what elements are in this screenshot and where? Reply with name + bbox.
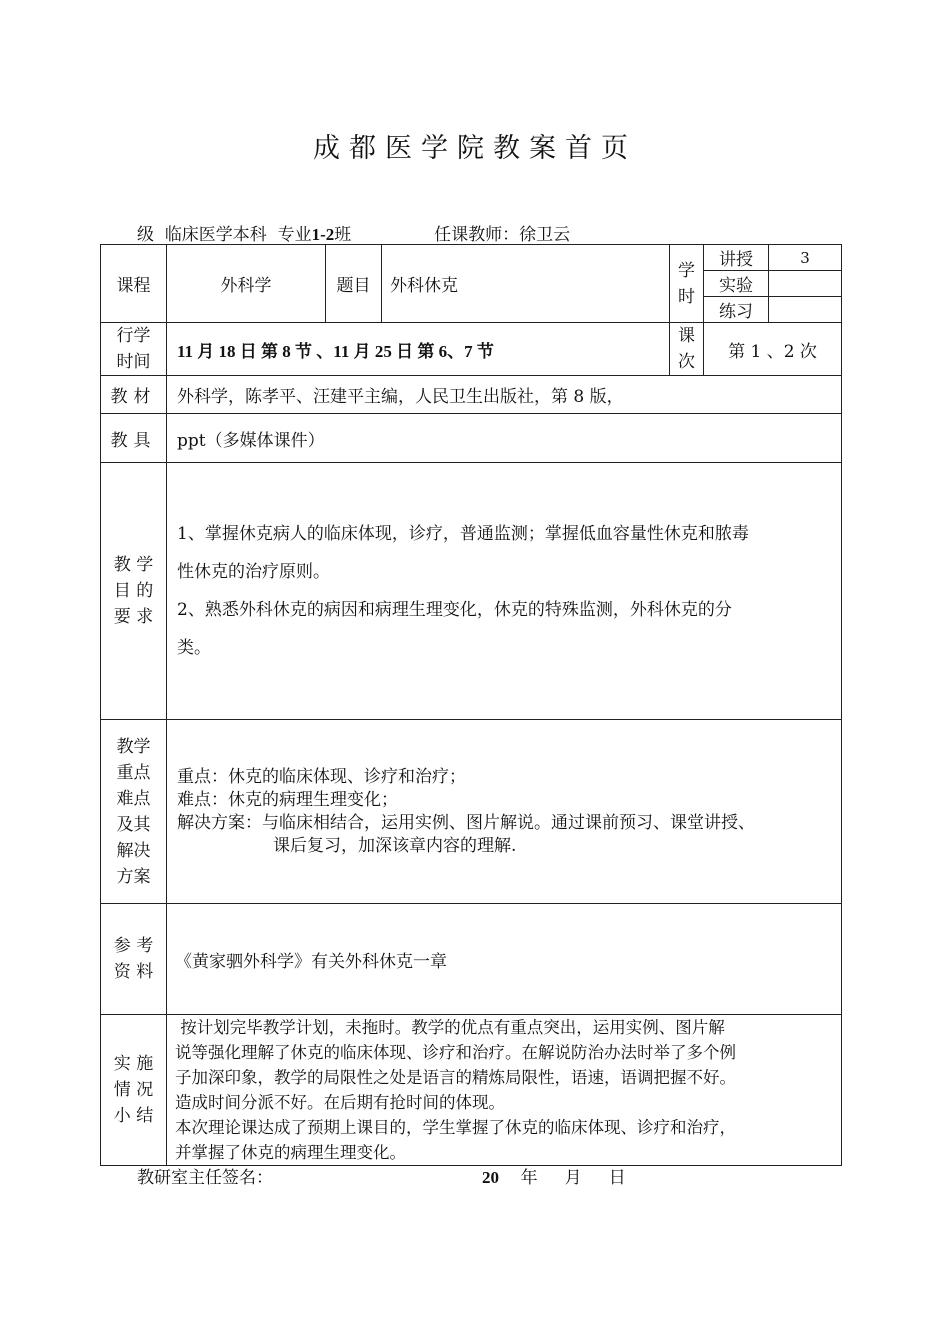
solution-continuation: 课后复习，加深该章内容的理解.: [273, 835, 517, 856]
goals-label: [101, 463, 167, 720]
goal-line: 1、掌握休克病人的临床体现，诊疗，普通监测；掌握低血容量性休克和脓毒: [177, 524, 749, 544]
summary-label-line: 小 结: [113, 1106, 154, 1126]
topic-value: 外科休克: [382, 245, 670, 323]
summary-line: 并掌握了休克的病理生理变化。: [175, 1143, 406, 1162]
textbook-value: 外科学，陈孝平、汪建平主编，人民卫生出版社，第 8 版，: [167, 376, 842, 414]
teacher-label: 任课教师：: [434, 225, 520, 245]
goal-line: 2、熟悉外科休克的病因和病理生理变化，休克的特殊监测，外科休克的分: [177, 600, 732, 620]
keypoints-label-line: 及其: [116, 814, 151, 835]
major-label: 专业: [277, 225, 312, 245]
month-label: 月: [564, 1168, 582, 1188]
course-value: 外科学: [167, 245, 326, 323]
grade-label: 级: [137, 225, 154, 245]
major-value: 临床医学本科: [164, 225, 267, 245]
goals-content: [167, 463, 842, 720]
difficulty-text: 难点：休克的病理生理变化；: [177, 789, 398, 810]
hours-lab-label: 实验: [704, 271, 769, 297]
goals-label-line: 目 的: [113, 581, 154, 601]
keypoints-label-line: 难点: [116, 788, 151, 809]
textbook-label: 教材: [101, 376, 167, 414]
schedule-label: [101, 323, 167, 376]
day-label: 日: [608, 1168, 626, 1188]
course-label: 课程: [101, 245, 167, 323]
page-title: 成都医学院教案首页: [313, 133, 637, 164]
reference-label-line: 资 料: [113, 962, 154, 982]
keypoints-content: [167, 720, 842, 904]
summary-line: 说等强化理解了休克的临床体现、诊疗和治疗。在解说防治办法时举了多个例: [175, 1043, 736, 1062]
session-label: [670, 323, 704, 376]
keypoints-label-line: 重点: [116, 762, 151, 783]
schedule-label-line2: 时间: [116, 352, 151, 372]
schedule-value: 11 月 18 日 第 8 节 、11 月 25 日 第 6、7 节: [167, 323, 670, 376]
summary-line: 子加深印象，教学的局限性之处是语言的精炼局限性，语速，语调把握不好。: [175, 1068, 736, 1087]
tools-label: 教具: [101, 414, 167, 463]
hours-lecture-label: 讲授: [704, 245, 769, 271]
solution-text: 解决方案：与临床相结合，运用实例、图片解说。通过课前预习、课堂讲授、: [177, 812, 755, 833]
keypoints-label-line: 方案: [116, 866, 151, 887]
signature-line: [137, 1163, 626, 1188]
year-prefix: 20: [482, 1168, 499, 1187]
hours-practice-value: [769, 297, 842, 323]
keypoints-label-line: 解决: [116, 840, 151, 861]
class-label: 班: [334, 225, 352, 245]
course-header-line: [137, 220, 570, 245]
schedule-label-line1: 行学: [116, 326, 151, 346]
signature-label: 教研室主任签名：: [137, 1168, 273, 1188]
summary-label-line: 情 况: [113, 1080, 154, 1100]
reference-label-line: 参 考: [113, 936, 154, 956]
summary-content: [167, 1015, 842, 1166]
reference-value: 《黄家驷外科学》有关外科休克一章: [167, 904, 842, 1015]
hours-label: 学 时: [670, 245, 704, 323]
session-value: 第 1 、2 次: [704, 323, 842, 376]
summary-label-line: 实 施: [113, 1054, 154, 1074]
goal-line: 类。: [177, 638, 211, 658]
teacher-name: 徐卫云: [519, 225, 571, 245]
goals-label-line: 教 学: [113, 555, 154, 575]
session-label-line1: 课: [678, 326, 695, 346]
session-label-line2: 次: [678, 352, 695, 372]
goal-line: 性休克的治疗原则。: [177, 562, 330, 582]
lesson-plan-table: [100, 244, 842, 1166]
summary-line: 本次理论课达成了预期上课目的，学生掌握了休克的临床体现、诊疗和治疗，: [175, 1118, 736, 1137]
summary-line: 按计划完毕教学计划，未拖时。教学的优点有重点突出，运用实例、图片解: [175, 1018, 725, 1037]
hours-practice-label: 练习: [704, 297, 769, 323]
keypoints-label: [101, 720, 167, 904]
topic-label: 题目: [326, 245, 382, 323]
class-number: 1-2: [311, 225, 335, 244]
reference-label: [101, 904, 167, 1015]
tools-value: ppt（多媒体课件）: [167, 414, 842, 463]
summary-label: [101, 1015, 167, 1166]
signature-date: [482, 1163, 626, 1188]
hours-lab-value: [769, 271, 842, 297]
hours-lecture-value: 3: [769, 245, 842, 271]
keypoints-label-line: 教学: [116, 736, 151, 757]
goals-label-line: 要 求: [113, 607, 154, 627]
summary-line: 造成时间分派不好。在后期有抢时间的体现。: [175, 1093, 505, 1112]
year-label: 年: [520, 1168, 538, 1188]
focus-text: 重点：休克的临床体现、诊疗和治疗；: [177, 766, 466, 787]
